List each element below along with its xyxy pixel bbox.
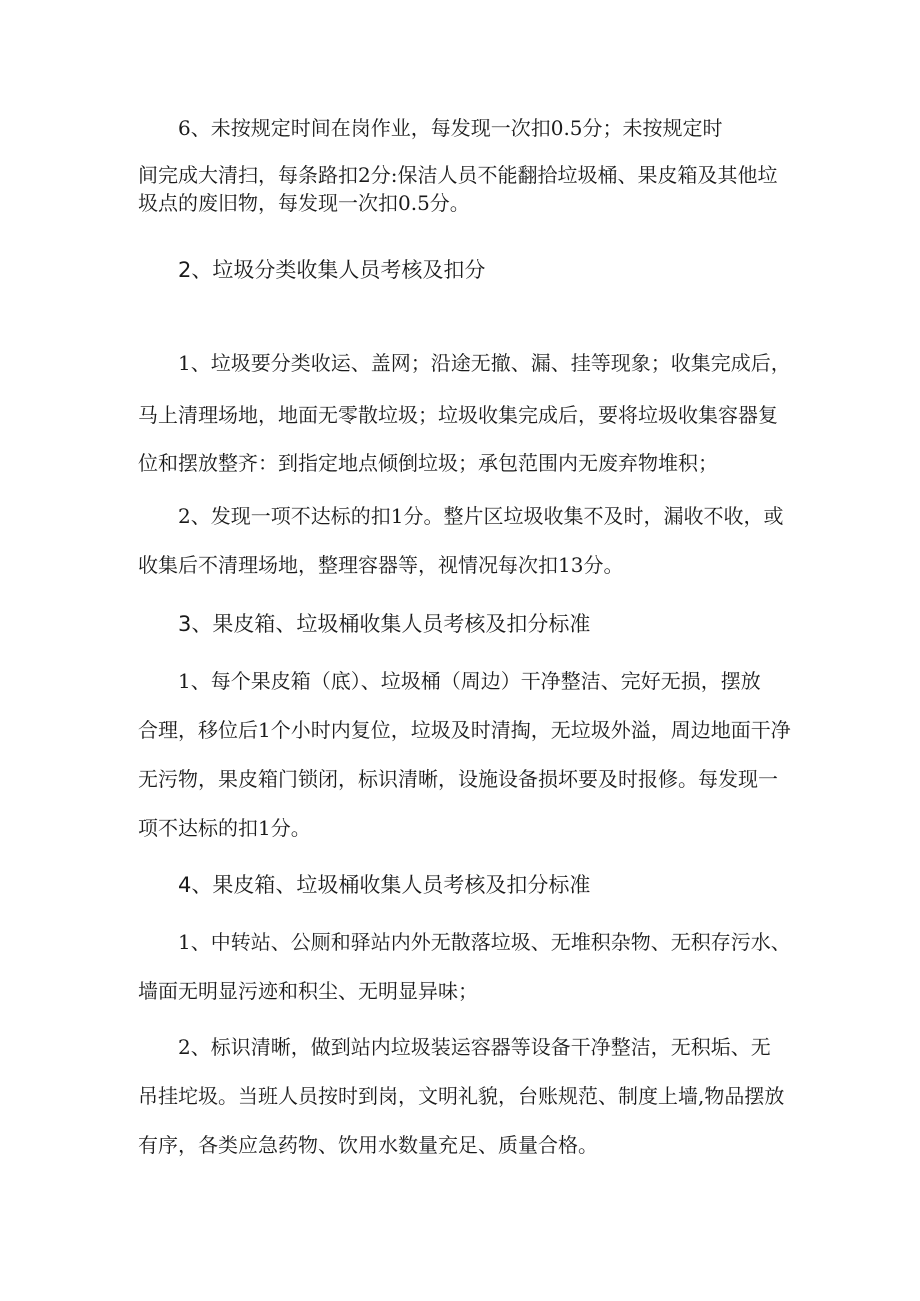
paragraph-1-line-3: 圾点的废旧物，每发现一次扣0.5分。 <box>138 191 470 215</box>
section-heading-2: 2、垃圾分类收集人员考核及扣分 <box>178 258 486 282</box>
paragraph-5-line-2: 墙面无明显污迹和积尘、无明显异味； <box>138 979 478 1003</box>
section-heading-3: 3、果皮箱、垃圾桶收集人员考核及扣分标准 <box>178 612 591 636</box>
paragraph-6-line-3: 有序，各类应急药物、饮用水数量充足、质量合格。 <box>138 1133 598 1157</box>
paragraph-1-line-2: 间完成大清扫，每条路扣2分:保洁人员不能翻拾垃圾桶、果皮箱及其他垃 <box>138 163 778 187</box>
paragraph-6-line-2: 吊挂坨圾。当班人员按时到岗，文明礼貌，台账规范、制度上墙,物品摆放 <box>138 1084 785 1108</box>
paragraph-4-line-3: 无污物，果皮箱门锁闭，标识清晰，设施设备损坏要及时报修。每发现一 <box>138 767 778 791</box>
paragraph-2-line-3: 位和摆放整齐：到指定地点倾倒垃圾；承包范围内无废弃物堆积； <box>138 451 718 475</box>
paragraph-3-line-1: 2、发现一项不达标的扣1分。整片区垃圾收集不及时，漏收不收，或 <box>178 504 784 528</box>
paragraph-6-line-1: 2、标识清晰，做到站内垃圾装运容器等设备干净整洁，无积垢、无 <box>178 1035 771 1059</box>
paragraph-2-line-2: 马上清理场地，地面无零散垃圾；垃圾收集完成后，要将垃圾收集容器复 <box>138 403 778 427</box>
paragraph-1-line-1: 6、未按规定时间在岗作业，每发现一次扣0.5分；未按规定时 <box>178 116 723 140</box>
paragraph-4-line-4: 项不达标的扣1分。 <box>138 816 311 840</box>
paragraph-4-line-2: 合理，移位后1个小时内复位，垃圾及时清掏，无垃圾外溢，周边地面干净 <box>138 718 791 742</box>
paragraph-3-line-2: 收集后不清理场地，整理容器等，视情况每次扣13分。 <box>138 553 624 577</box>
paragraph-2-line-1: 1、垃圾要分类收运、盖网；沿途无撤、漏、挂等现象；收集完成后， <box>178 351 791 375</box>
section-heading-4: 4、果皮箱、垃圾桶收集人员考核及扣分标准 <box>178 873 591 897</box>
paragraph-4-line-1: 1、每个果皮箱（底）、垃圾桶（周边）干净整洁、完好无损，摆放 <box>178 669 761 693</box>
paragraph-5-line-1: 1、中转站、公厕和驿站内外无散落垃圾、无堆积杂物、无积存污水、 <box>178 930 791 954</box>
